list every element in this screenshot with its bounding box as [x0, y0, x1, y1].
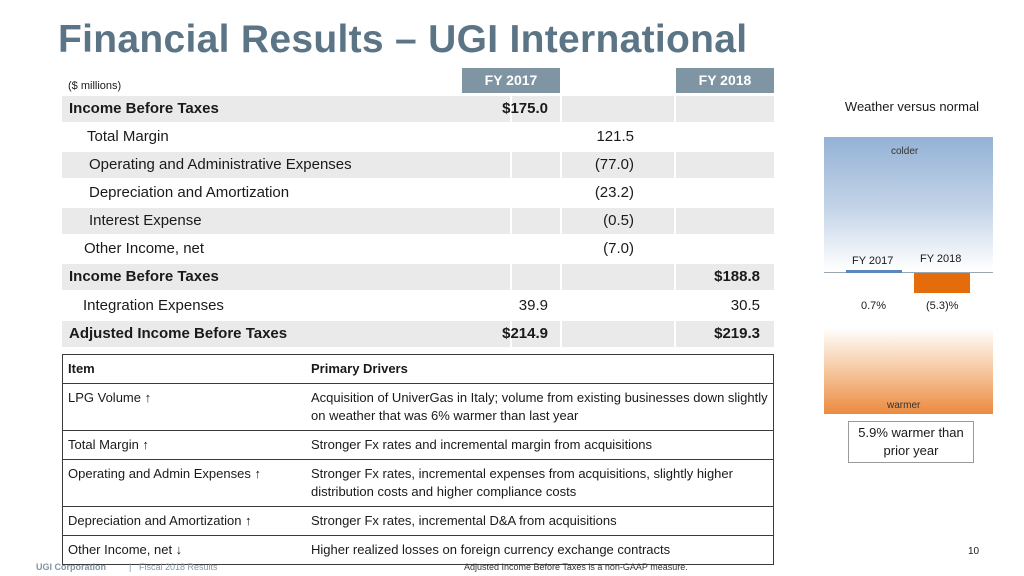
- fin-row: [62, 124, 774, 150]
- component-value: (0.5): [603, 212, 634, 229]
- fy2017-value: 39.9: [518, 297, 548, 314]
- footer-divider: |: [129, 562, 132, 572]
- fin-row: [62, 236, 774, 262]
- footer-note: Adjusted Income Before Taxes is a non-GAAP measure.: [464, 562, 688, 572]
- footer-deck: Fiscal 2018 Results: [139, 562, 218, 572]
- drivers-header: Primary Drivers: [311, 361, 408, 376]
- component-value: (7.0): [603, 240, 634, 257]
- row-label: Integration Expenses: [83, 297, 224, 314]
- item-cell: Operating and Admin Expenses ↑: [68, 466, 261, 481]
- page-title: Financial Results – UGI International: [58, 18, 748, 61]
- table-row: [63, 459, 773, 506]
- fin-row: [62, 264, 774, 290]
- fin-row: [62, 96, 774, 122]
- driver-cell: Stronger Fx rates and incremental margin from acquisitions: [311, 437, 653, 452]
- item-cell: Total Margin ↑: [68, 437, 149, 452]
- component-value: 121.5: [596, 128, 634, 145]
- fy2018-header: FY 2018: [676, 68, 774, 93]
- row-label: Income Before Taxes: [69, 268, 219, 285]
- units-label: ($ millions): [68, 80, 122, 92]
- drivers-table: [62, 354, 774, 565]
- fy2017-value: $175.0: [502, 100, 548, 117]
- fy2017-weather-label: FY 2017: [852, 255, 894, 267]
- driver-cell: Stronger Fx rates, incremental expenses from acquisitions, slightly higher distribution costs and higher compliance costs: [311, 466, 733, 499]
- warmer-label: warmer: [887, 400, 921, 411]
- fy2017-weather-bar: [846, 270, 902, 273]
- footer-company: UGI Corporation: [36, 562, 106, 572]
- item-cell: LPG Volume ↑: [68, 390, 152, 405]
- fin-row: [62, 152, 774, 178]
- fin-row: [62, 208, 774, 234]
- fy2017-header: FY 2017: [462, 68, 560, 93]
- table-row: [63, 506, 773, 535]
- fin-row: [62, 293, 774, 319]
- row-label: Total Margin: [87, 128, 169, 145]
- row-label: Other Income, net: [84, 240, 205, 257]
- driver-cell: Acquisition of UniverGas in Italy; volume from existing businesses down slightly on weather that was 6% warmer than last year: [311, 390, 768, 423]
- component-value: (77.0): [594, 156, 634, 173]
- row-label: Interest Expense: [89, 212, 202, 229]
- weather-title: Weather versus normal: [844, 99, 980, 114]
- row-label: Income Before Taxes: [69, 100, 219, 117]
- fy2018-value: $219.3: [714, 325, 760, 342]
- row-label: Adjusted Income Before Taxes: [69, 325, 288, 342]
- fy2018-value: 30.5: [730, 297, 760, 314]
- item-cell: Depreciation and Amortization ↑: [68, 513, 252, 528]
- row-label: Operating and Administrative Expenses: [89, 156, 352, 173]
- fy2018-weather-bar: [914, 273, 970, 293]
- weather-callout: 5.9% warmer than prior year: [848, 421, 974, 463]
- page-number: 10: [968, 546, 980, 557]
- item-cell: Other Income, net ↓: [68, 542, 183, 557]
- table-row: [63, 383, 773, 430]
- driver-cell: Higher realized losses on foreign currency exchange contracts: [311, 542, 671, 557]
- fy2017-value: $214.9: [502, 325, 548, 342]
- driver-cell: Stronger Fx rates, incremental D&A from acquisitions: [311, 513, 617, 528]
- fin-row: [62, 321, 774, 347]
- table-row: [63, 430, 773, 459]
- table-row: [63, 535, 773, 564]
- colder-label: colder: [891, 146, 919, 157]
- fin-row: [62, 180, 774, 206]
- row-label: Depreciation and Amortization: [89, 184, 290, 201]
- fy2017-weather-value: 0.7%: [861, 300, 887, 312]
- fy2018-value: $188.8: [714, 268, 760, 285]
- fy2018-weather-label: FY 2018: [920, 253, 962, 265]
- component-value: (23.2): [594, 184, 634, 201]
- table-header-row: [63, 355, 773, 383]
- item-header: Item: [68, 361, 95, 376]
- fy2018-weather-value: (5.3)%: [926, 300, 959, 312]
